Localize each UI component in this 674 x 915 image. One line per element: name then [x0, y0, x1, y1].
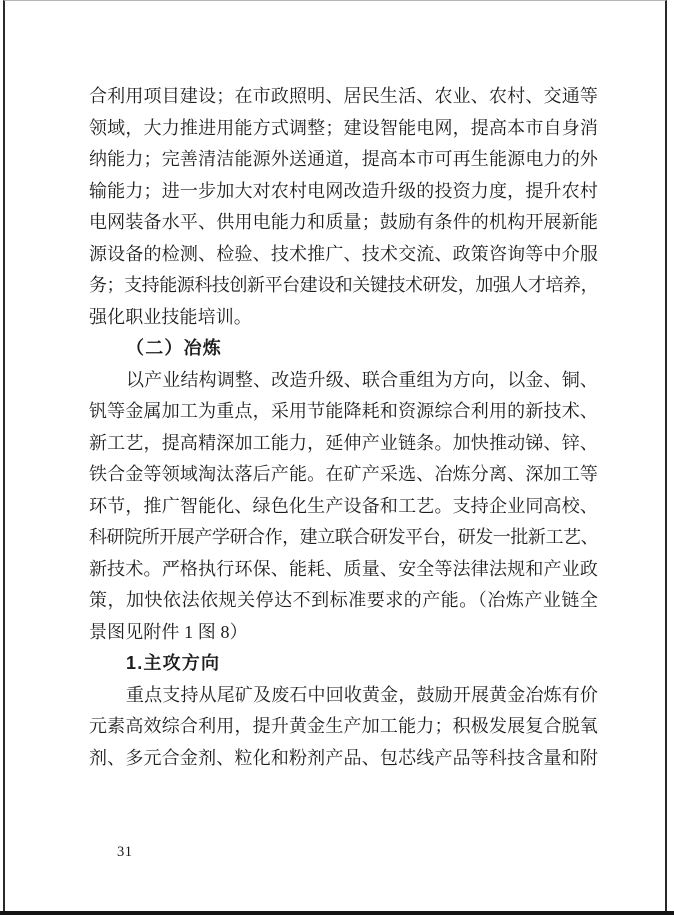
text-line: 务；支持能源科技创新平台建设和关键技术研发，加强人才培养，: [89, 275, 598, 295]
text-line: 电网装备水平、供用电能力和质量；鼓励有条件的机构开展新能: [89, 212, 598, 232]
text-line: 领域，大力推进用能方式调整；建设智能电网，提高本市自身消: [89, 117, 598, 138]
subsection-heading-main-direction: 1.主攻方向: [126, 653, 221, 673]
text-line: 景图见附件 1 图 8）: [89, 621, 248, 642]
text-line: 科研院所开展产学研合作，建立联合研发平台，研发一批新工艺、: [89, 527, 598, 547]
text-line: 源设备的检测、检验、技术推广、技术交流、政策咨询等中介服: [89, 243, 598, 264]
text-line: 重点支持从尾矿及废石中回收黄金，鼓励开展黄金冶炼有价: [126, 684, 598, 705]
text-line: 环节，推广智能化、绿色化生产设备和工艺。支持企业同高校、: [89, 495, 598, 516]
text-line: 强化职业技能培训。: [89, 306, 252, 327]
text-line: 纳能力；完善清洁能源外送通道，提高本市可再生能源电力的外: [89, 149, 598, 169]
text-line: 元素高效综合利用，提升黄金生产加工能力；积极发展复合脱氧: [89, 716, 598, 736]
document-page: [3, 0, 667, 915]
text-line: 输能力；进一步加大对农村电网改造升级的投资力度，提升农村: [89, 180, 598, 201]
text-line: 以产业结构调整、改造升级、联合重组为方向，以金、铜、: [126, 369, 598, 390]
text-line: 新技术。严格执行环保、能耗、质量、安全等法律法规和产业政: [89, 558, 598, 579]
text-line: 新工艺，提高精深加工能力，延伸产业链条。加快推动锑、锌、: [89, 432, 598, 453]
text-line: 铁合金等领域淘汰落后产能。在矿产采选、冶炼分离、深加工等: [89, 464, 598, 484]
page-number: 31: [117, 844, 133, 860]
text-line: 策，加快依法依规关停达不到标准要求的产能。（冶炼产业链全: [89, 590, 598, 610]
page-bottom-border: [0, 911, 674, 915]
section-heading-smelting: （二）冶炼: [126, 338, 222, 358]
text-line: 剂、多元合金剂、粒化和粉剂产品、包芯线产品等科技含量和附: [89, 747, 598, 768]
text-line: 合利用项目建设；在市政照明、居民生活、农业、农村、交通等: [89, 86, 598, 106]
page-body-text: [89, 81, 598, 774]
text-line: 钒等金属加工为重点，采用节能降耗和资源综合利用的新技术、: [89, 401, 598, 421]
